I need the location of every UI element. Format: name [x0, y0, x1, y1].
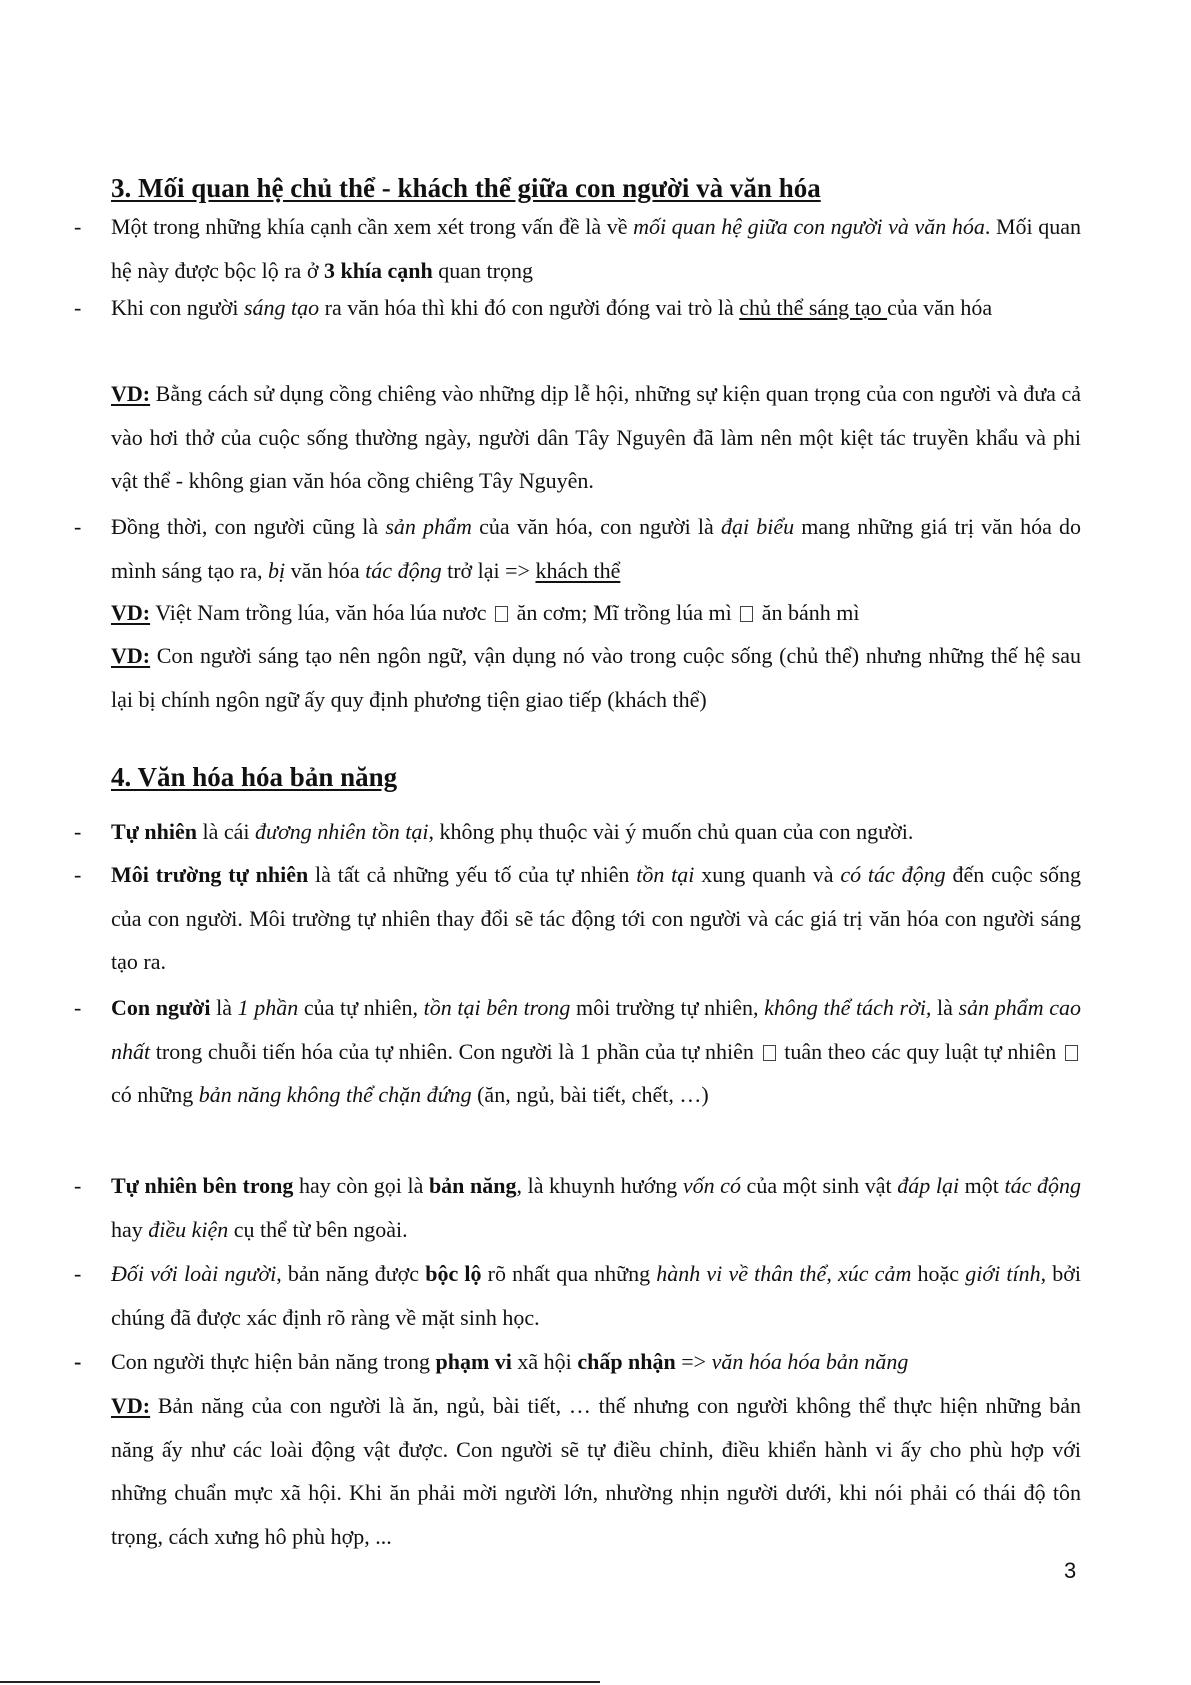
s4-paragraph-3: Con người là 1 phần của tự nhiên, tồn tại bên trong môi trường tự nhiên, không thể tách rời, là sản phẩm cao nhất trong chuỗi tiến hóa của tự nhiên. Con người là 1 phần của tự nhiên tuân theo các quy luật tự nhiên có những bản năng không thể chặn đứng (ăn, ngủ, bài tiết, chết, …) — [111, 995, 1081, 1107]
bullet-dash: - — [74, 819, 82, 844]
s4-paragraph-1: Tự nhiên là cái đương nhiên tồn tại, không phụ thuộc vài ý muốn chủ quan của con người. — [111, 819, 914, 844]
s4-paragraph-5: Đối với loài người, bản năng được bộc lộ rõ nhất qua những hành vi về thân thể, xúc cảm hoặc giới tính, bởi chúng đã được xác định rõ ràng về mặt sinh học. — [111, 1261, 1081, 1330]
bullet-dash: - — [74, 514, 82, 539]
footer-divider — [0, 1681, 600, 1683]
s4-paragraph-4: Tự nhiên bên trong hay còn gọi là bản năng, là khuynh hướng vốn có của một sinh vật đáp lại một tác động hay điều kiện cụ thể từ bên ngoài. — [111, 1173, 1081, 1242]
bullet-dash: - — [74, 295, 82, 320]
section-3-heading: 3. Mối quan hệ chủ thể - khách thể giữa con người và văn hóa — [111, 173, 821, 203]
bullet-dash: - — [74, 862, 82, 887]
s3-example-2: VD: Việt Nam trồng lúa, văn hóa lúa nươc ăn cơm; Mĩ trồng lúa mì ăn bánh mì — [111, 600, 860, 625]
bullet-dash: - — [74, 1349, 82, 1374]
s4-paragraph-2: Môi trường tự nhiên là tất cả những yếu tố của tự nhiên tồn tại xung quanh và có tác động đến cuộc sống của con người. Môi trường tự nhiên thay đổi sẽ tác động tới con người và các giá trị văn hóa con người sáng tạo ra. — [111, 862, 1082, 974]
arrow-icon — [495, 606, 508, 622]
s4-paragraph-6: Con người thực hiện bản năng trong phạm vi xã hội chấp nhận => văn hóa hóa bản năng — [111, 1349, 909, 1374]
arrow-icon — [740, 606, 753, 622]
s3-paragraph-1: Một trong những khía cạnh cần xem xét trong vấn đề là về mối quan hệ giữa con người và văn hóa. Mối quan hệ này được bộc lộ ra ở 3 khía cạnh quan trọng — [111, 214, 1081, 283]
bullet-dash: - — [74, 995, 82, 1020]
s3-example-3: VD: Con người sáng tạo nên ngôn ngữ, vận dụng nó vào trong cuộc sống (chủ thể) nhưng những thế hệ sau lại bị chính ngôn ngữ ấy quy định phương tiện giao tiếp (khách thể) — [111, 643, 1081, 712]
bullet-dash: - — [74, 1173, 82, 1198]
s3-paragraph-2: Khi con người sáng tạo ra văn hóa thì khi đó con người đóng vai trò là chủ thể sáng tạo của văn hóa — [111, 295, 993, 320]
arrow-icon — [763, 1045, 776, 1061]
section-4-heading: 4. Văn hóa hóa bản năng — [111, 762, 398, 792]
bullet-dash: - — [74, 1261, 82, 1286]
s3-example-1: VD: Bằng cách sử dụng cồng chiêng vào những dịp lễ hội, những sự kiện quan trọng của con người và đưa cả vào hơi thở của cuộc sống thường ngày, người dân Tây Nguyên đã làm nên một kiệt tác truyền khẩu và phi vật thể - không gian văn hóa cồng chiêng Tây Nguyên. — [111, 381, 1081, 493]
arrow-icon — [1065, 1045, 1078, 1061]
s3-paragraph-3: Đồng thời, con người cũng là sản phẩm của văn hóa, con người là đại biểu mang những giá trị văn hóa do mình sáng tạo ra, bị văn hóa tác động trở lại => khách thể — [111, 514, 1082, 583]
bullet-dash: - — [74, 214, 82, 239]
page-number: 3 — [1064, 1558, 1077, 1583]
s4-example: VD: Bản năng của con người là ăn, ngủ, bài tiết, … thế nhưng con người không thể thực hiện những bản năng ấy như các loài động vật được. Con người sẽ tự điều chỉnh, điều khiển hành vi ấy cho phù hợp với những chuẩn mực xã hội. Khi ăn phải mời người lớn, nhường nhịn người dưới, khi nói phải có thái độ tôn trọng, cách xưng hô phù hợp, ... — [111, 1393, 1081, 1549]
